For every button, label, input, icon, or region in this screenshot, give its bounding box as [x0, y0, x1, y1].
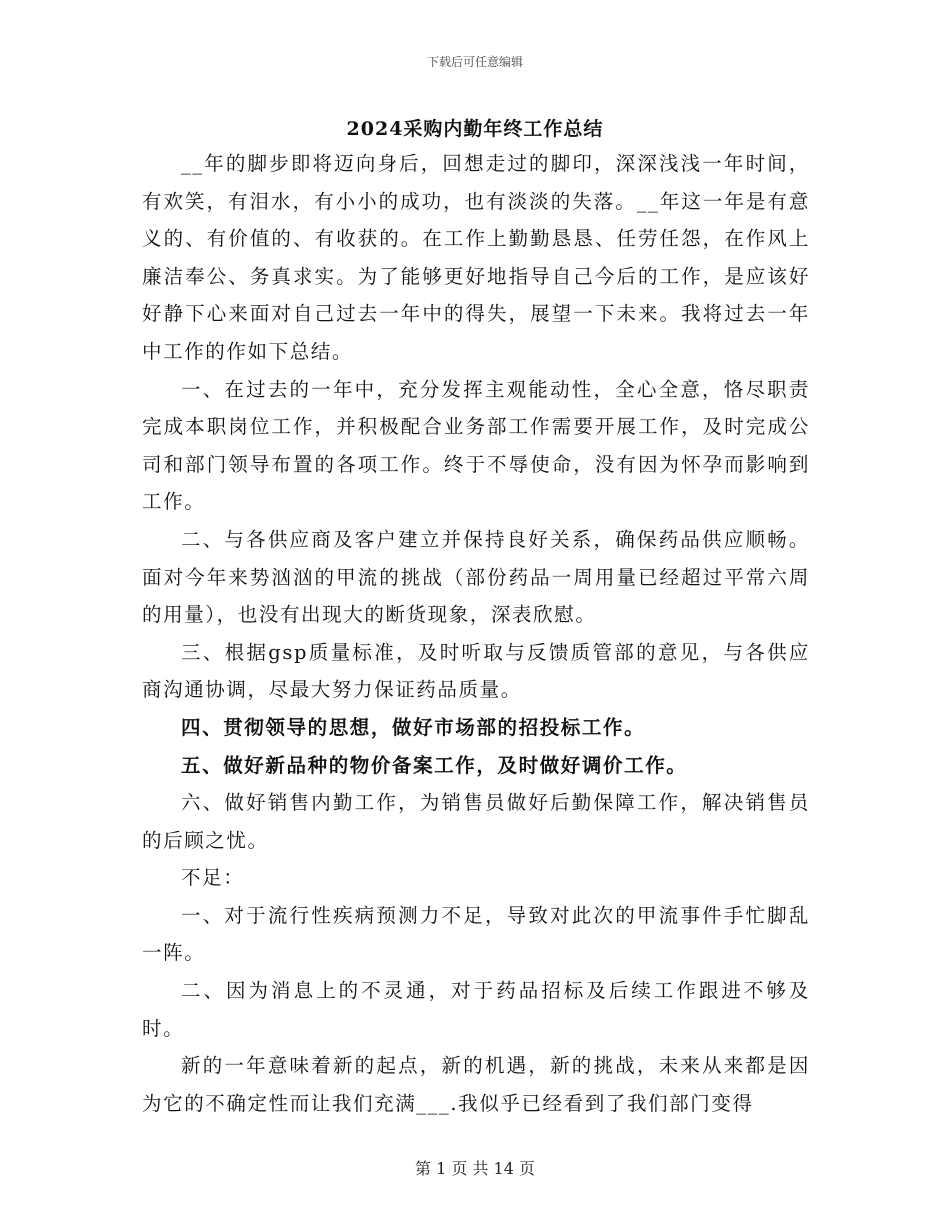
paragraph-item-2: 二、与各供应商及客户建立并保持良好关系，确保药品供应顺畅。面对今年来势汹汹的甲流的挑战（部份药品一周用量已经超过平常六周的用量），也没有出现大的断货现象，深表欣慰。: [142, 527, 810, 627]
paragraph-item-6: 六、做好销售内勤工作，为销售员做好后勤保障工作，解决销售员的后顾之忧。: [142, 791, 810, 852]
paragraph-outlook: 新的一年意味着新的起点，新的机遇，新的挑战，未来从来都是因为它的不确定性而让我们充满___.我似乎已经看到了我们部门变得: [142, 1054, 810, 1115]
paragraph-item-3: 三、根据gsp质量标准，及时听取与反馈质管部的意见，与各供应商沟通协调，尽最大努力保证药品质量。: [142, 640, 810, 702]
paragraph-intro: __年的脚步即将迈向身后，回想走过的脚印，深深浅浅一年时间，有欢笑，有泪水，有小小的成功，也有淡淡的失落。__年这一年是有意义的、有价值的、有收获的。在工作上勤勤恳恳、任劳任怨，在作风上廉洁奉公、务真求实。为了能够更好地指导自己今后的工作，是应该好好静下心来面对自己过去一年中的得失，展望一下未来。我将过去一年中工作的作如下总结。: [142, 152, 810, 363]
paragraph-item-4: 四、贯彻领导的思想，做好市场部的招投标工作。: [181, 715, 646, 739]
paragraph-item-5: 五、做好新品种的物价备案工作，及时做好调价工作。: [181, 753, 688, 777]
header-note: 下载后可任意编辑: [426, 55, 523, 69]
paragraph-shortcoming-2: 二、因为消息上的不灵通，对于药品招标及后续工作跟进不够及时。: [142, 979, 810, 1040]
paragraph-shortcomings-heading: 不足：: [181, 866, 245, 890]
document-body: [142, 145, 810, 1122]
document-title: 2024采购内勤年终工作总结: [346, 118, 604, 140]
paragraph-item-1: 一、在过去的一年中，充分发挥主观能动性，全心全意，恪尽职责完成本职岗位工作，并积极配合业务部工作需要开展工作，及时完成公司和部门领导布置的各项工作。终于不辱使命，没有因为怀孕而影响到工作。: [142, 377, 810, 514]
paragraph-shortcoming-1: 一、对于流行性疾病预测力不足，导致对此次的甲流事件手忙脚乱一阵。: [142, 903, 810, 965]
page-footer: 第 1 页 共 14 页: [415, 1159, 535, 1178]
